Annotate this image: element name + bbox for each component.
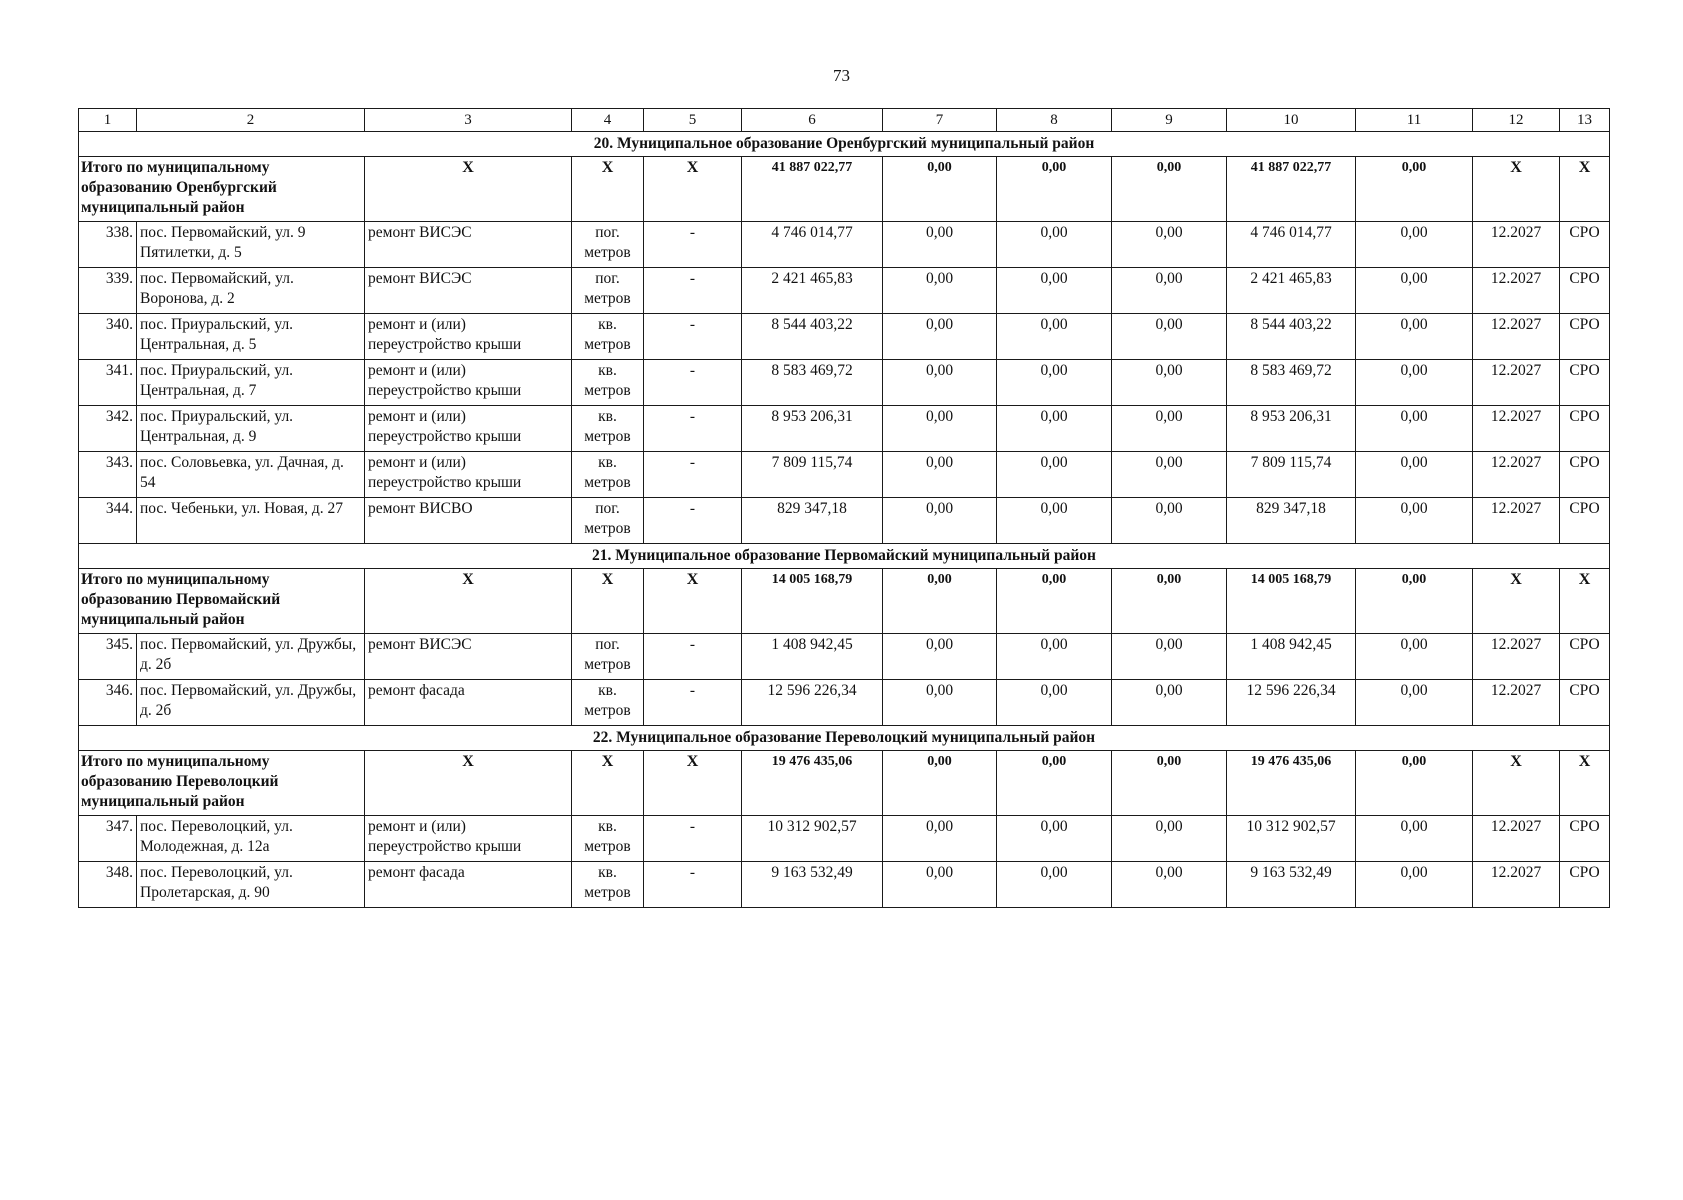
other-funds-cell: 0,00 [1356,222,1473,268]
regional-budget-cell: 0,00 [997,222,1112,268]
other-funds-cell: 0,00 [1356,406,1473,452]
method-cell: СРО [1560,680,1610,726]
method-cell: СРО [1560,406,1610,452]
row-number: 346. [79,680,137,726]
table-row [79,314,1610,360]
total-c6: 41 887 022,77 [742,157,883,222]
unit-cell: кв. метров [572,314,644,360]
table-row [79,634,1610,680]
cost-total-cell: 12 596 226,34 [742,680,883,726]
volume-cell: - [644,452,742,498]
section-header-row [79,726,1610,751]
regional-budget-cell: 0,00 [997,452,1112,498]
total-c3: Х [365,569,572,634]
volume-cell: - [644,222,742,268]
local-budget-cell: 0,00 [1112,452,1227,498]
fund-cell: 0,00 [883,452,997,498]
local-budget-cell: 0,00 [1112,360,1227,406]
page-number: 73 [833,66,850,85]
address-cell: пос. Приуральский, ул. Центральная, д. 5 [137,314,365,360]
total-c10: 14 005 168,79 [1227,569,1356,634]
unit-cell: кв. метров [572,360,644,406]
other-funds-cell: 0,00 [1356,268,1473,314]
deadline-cell: 12.2027 [1473,314,1560,360]
regional-budget-cell: 0,00 [997,360,1112,406]
deadline-cell: 12.2027 [1473,680,1560,726]
local-budget-cell: 0,00 [1112,314,1227,360]
deadline-cell: 12.2027 [1473,498,1560,544]
total-c10: 41 887 022,77 [1227,157,1356,222]
cost-total-cell: 8 544 403,22 [742,314,883,360]
fund-cell: 0,00 [883,406,997,452]
owners-funds-cell: 8 544 403,22 [1227,314,1356,360]
volume-cell: - [644,268,742,314]
owners-funds-cell: 8 583 469,72 [1227,360,1356,406]
address-cell: пос. Первомайский, ул. Воронова, д. 2 [137,268,365,314]
method-cell: СРО [1560,498,1610,544]
cost-total-cell: 4 746 014,77 [742,222,883,268]
row-number: 348. [79,862,137,908]
address-cell: пос. Первомайский, ул. Дружбы, д. 2б [137,680,365,726]
table-row [79,498,1610,544]
cost-total-cell: 1 408 942,45 [742,634,883,680]
total-c3: Х [365,751,572,816]
unit-cell: пог. метров [572,268,644,314]
work-type-cell: ремонт ВИСЭС [365,634,572,680]
column-header: 5 [644,109,742,132]
total-label: Итого по муниципальному образованию Оренбургский муниципальный район [79,157,365,222]
row-number: 344. [79,498,137,544]
method-cell: СРО [1560,314,1610,360]
row-number: 341. [79,360,137,406]
deadline-cell: 12.2027 [1473,816,1560,862]
total-c6: 19 476 435,06 [742,751,883,816]
fund-cell: 0,00 [883,222,997,268]
table-row [79,680,1610,726]
work-type-cell: ремонт и (или) переустройство крыши [365,314,572,360]
other-funds-cell: 0,00 [1356,452,1473,498]
local-budget-cell: 0,00 [1112,268,1227,314]
table-body [79,109,1610,908]
table-row [79,406,1610,452]
column-header: 1 [79,109,137,132]
fund-cell: 0,00 [883,862,997,908]
deadline-cell: 12.2027 [1473,406,1560,452]
local-budget-cell: 0,00 [1112,680,1227,726]
total-c4: Х [572,751,644,816]
method-cell: СРО [1560,816,1610,862]
total-c8: 0,00 [997,157,1112,222]
capital-repair-table [78,108,1610,908]
table-row [79,222,1610,268]
local-budget-cell: 0,00 [1112,634,1227,680]
local-budget-cell: 0,00 [1112,498,1227,544]
owners-funds-cell: 7 809 115,74 [1227,452,1356,498]
total-c7: 0,00 [883,751,997,816]
total-c5: Х [644,569,742,634]
table-row [79,816,1610,862]
fund-cell: 0,00 [883,498,997,544]
owners-funds-cell: 8 953 206,31 [1227,406,1356,452]
column-header: 8 [997,109,1112,132]
cost-total-cell: 8 953 206,31 [742,406,883,452]
address-cell: пос. Приуральский, ул. Центральная, д. 7 [137,360,365,406]
column-header: 10 [1227,109,1356,132]
row-number: 342. [79,406,137,452]
volume-cell: - [644,862,742,908]
method-cell: СРО [1560,452,1610,498]
column-header: 7 [883,109,997,132]
total-c12: Х [1473,157,1560,222]
section-total-row [79,157,1610,222]
cost-total-cell: 10 312 902,57 [742,816,883,862]
fund-cell: 0,00 [883,634,997,680]
section-total-row [79,569,1610,634]
total-label: Итого по муниципальному образованию Первомайский муниципальный район [79,569,365,634]
volume-cell: - [644,634,742,680]
work-type-cell: ремонт и (или) переустройство крыши [365,452,572,498]
row-number: 340. [79,314,137,360]
owners-funds-cell: 4 746 014,77 [1227,222,1356,268]
total-c4: Х [572,569,644,634]
total-c12: Х [1473,569,1560,634]
other-funds-cell: 0,00 [1356,862,1473,908]
total-c11: 0,00 [1356,751,1473,816]
other-funds-cell: 0,00 [1356,498,1473,544]
deadline-cell: 12.2027 [1473,222,1560,268]
total-c7: 0,00 [883,157,997,222]
regional-budget-cell: 0,00 [997,816,1112,862]
regional-budget-cell: 0,00 [997,862,1112,908]
method-cell: СРО [1560,268,1610,314]
column-header: 3 [365,109,572,132]
deadline-cell: 12.2027 [1473,452,1560,498]
total-label: Итого по муниципальному образованию Переволоцкий муниципальный район [79,751,365,816]
table-row [79,360,1610,406]
column-header: 12 [1473,109,1560,132]
work-type-cell: ремонт и (или) переустройство крыши [365,360,572,406]
section-header-row [79,132,1610,157]
column-header: 6 [742,109,883,132]
column-header: 11 [1356,109,1473,132]
column-header: 4 [572,109,644,132]
work-type-cell: ремонт фасада [365,862,572,908]
other-funds-cell: 0,00 [1356,314,1473,360]
section-title: 21. Муниципальное образование Первомайский муниципальный район [79,544,1610,569]
deadline-cell: 12.2027 [1473,862,1560,908]
total-c6: 14 005 168,79 [742,569,883,634]
work-type-cell: ремонт ВИСЭС [365,268,572,314]
section-title: 20. Муниципальное образование Оренбургский муниципальный район [79,132,1610,157]
local-budget-cell: 0,00 [1112,816,1227,862]
address-cell: пос. Переволоцкий, ул. Молодежная, д. 12а [137,816,365,862]
section-total-row [79,751,1610,816]
method-cell: СРО [1560,862,1610,908]
unit-cell: кв. метров [572,452,644,498]
address-cell: пос. Первомайский, ул. Дружбы, д. 2б [137,634,365,680]
total-c7: 0,00 [883,569,997,634]
address-cell: пос. Первомайский, ул. 9 Пятилетки, д. 5 [137,222,365,268]
work-type-cell: ремонт фасада [365,680,572,726]
column-header: 9 [1112,109,1227,132]
total-c13: Х [1560,569,1610,634]
total-c9: 0,00 [1112,569,1227,634]
other-funds-cell: 0,00 [1356,680,1473,726]
table-row [79,862,1610,908]
address-cell: пос. Чебеньки, ул. Новая, д. 27 [137,498,365,544]
deadline-cell: 12.2027 [1473,268,1560,314]
owners-funds-cell: 12 596 226,34 [1227,680,1356,726]
total-c9: 0,00 [1112,157,1227,222]
work-type-cell: ремонт и (или) переустройство крыши [365,816,572,862]
other-funds-cell: 0,00 [1356,360,1473,406]
volume-cell: - [644,406,742,452]
volume-cell: - [644,360,742,406]
row-number: 339. [79,268,137,314]
owners-funds-cell: 2 421 465,83 [1227,268,1356,314]
owners-funds-cell: 9 163 532,49 [1227,862,1356,908]
row-number: 347. [79,816,137,862]
total-c11: 0,00 [1356,569,1473,634]
local-budget-cell: 0,00 [1112,862,1227,908]
total-c12: Х [1473,751,1560,816]
fund-cell: 0,00 [883,360,997,406]
local-budget-cell: 0,00 [1112,406,1227,452]
owners-funds-cell: 1 408 942,45 [1227,634,1356,680]
volume-cell: - [644,680,742,726]
table-row [79,452,1610,498]
regional-budget-cell: 0,00 [997,268,1112,314]
owners-funds-cell: 10 312 902,57 [1227,816,1356,862]
column-number-row [79,109,1610,132]
cost-total-cell: 829 347,18 [742,498,883,544]
work-type-cell: ремонт и (или) переустройство крыши [365,406,572,452]
column-header: 13 [1560,109,1610,132]
regional-budget-cell: 0,00 [997,498,1112,544]
total-c10: 19 476 435,06 [1227,751,1356,816]
local-budget-cell: 0,00 [1112,222,1227,268]
total-c5: Х [644,751,742,816]
cost-total-cell: 2 421 465,83 [742,268,883,314]
row-number: 343. [79,452,137,498]
work-type-cell: ремонт ВИСВО [365,498,572,544]
deadline-cell: 12.2027 [1473,360,1560,406]
unit-cell: пог. метров [572,498,644,544]
other-funds-cell: 0,00 [1356,634,1473,680]
fund-cell: 0,00 [883,680,997,726]
address-cell: пос. Соловьевка, ул. Дачная, д. 54 [137,452,365,498]
total-c5: Х [644,157,742,222]
section-title: 22. Муниципальное образование Переволоцкий муниципальный район [79,726,1610,751]
cost-total-cell: 9 163 532,49 [742,862,883,908]
fund-cell: 0,00 [883,816,997,862]
regional-budget-cell: 0,00 [997,314,1112,360]
method-cell: СРО [1560,634,1610,680]
regional-budget-cell: 0,00 [997,634,1112,680]
total-c11: 0,00 [1356,157,1473,222]
unit-cell: пог. метров [572,222,644,268]
address-cell: пос. Переволоцкий, ул. Пролетарская, д. 90 [137,862,365,908]
total-c13: Х [1560,157,1610,222]
other-funds-cell: 0,00 [1356,816,1473,862]
total-c9: 0,00 [1112,751,1227,816]
volume-cell: - [644,816,742,862]
total-c8: 0,00 [997,569,1112,634]
section-header-row [79,544,1610,569]
unit-cell: кв. метров [572,680,644,726]
unit-cell: кв. метров [572,406,644,452]
row-number: 338. [79,222,137,268]
owners-funds-cell: 829 347,18 [1227,498,1356,544]
address-cell: пос. Приуральский, ул. Центральная, д. 9 [137,406,365,452]
deadline-cell: 12.2027 [1473,634,1560,680]
total-c4: Х [572,157,644,222]
method-cell: СРО [1560,222,1610,268]
total-c8: 0,00 [997,751,1112,816]
total-c3: Х [365,157,572,222]
method-cell: СРО [1560,360,1610,406]
regional-budget-cell: 0,00 [997,406,1112,452]
volume-cell: - [644,498,742,544]
cost-total-cell: 8 583 469,72 [742,360,883,406]
column-header: 2 [137,109,365,132]
cost-total-cell: 7 809 115,74 [742,452,883,498]
unit-cell: кв. метров [572,816,644,862]
work-type-cell: ремонт ВИСЭС [365,222,572,268]
fund-cell: 0,00 [883,268,997,314]
volume-cell: - [644,314,742,360]
unit-cell: кв. метров [572,862,644,908]
regional-budget-cell: 0,00 [997,680,1112,726]
total-c13: Х [1560,751,1610,816]
fund-cell: 0,00 [883,314,997,360]
table-row [79,268,1610,314]
unit-cell: пог. метров [572,634,644,680]
row-number: 345. [79,634,137,680]
